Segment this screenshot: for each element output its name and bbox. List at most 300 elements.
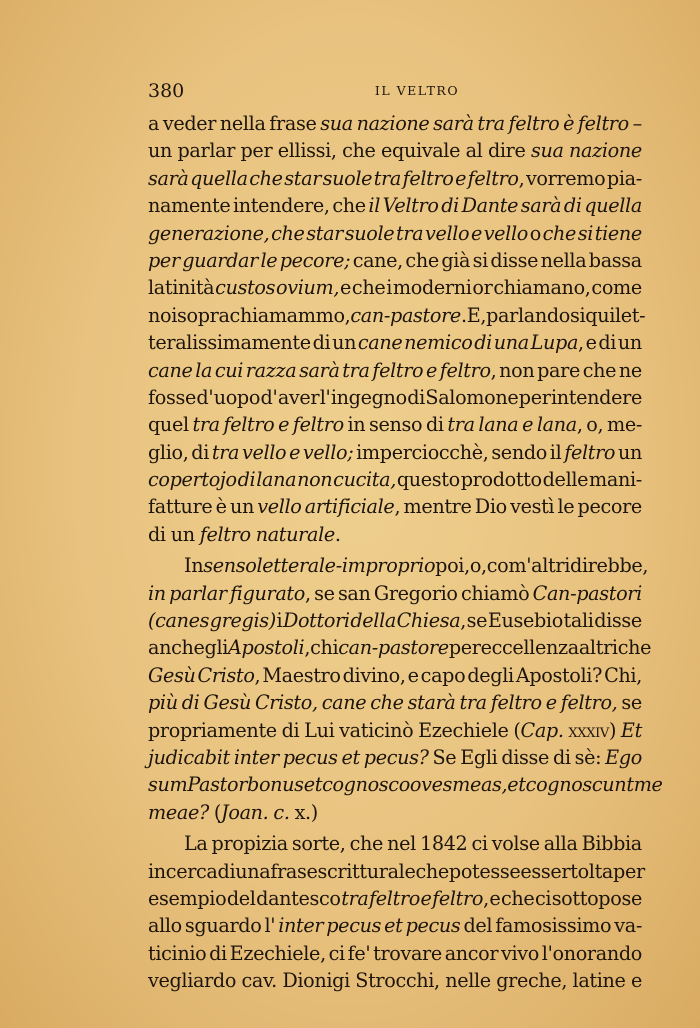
italic-text: feltro (292, 413, 344, 437)
text-run: veder (162, 112, 217, 135)
text-word (283, 607, 350, 634)
text-word (570, 552, 648, 579)
text-word (306, 220, 343, 247)
text-run: disse (490, 248, 539, 272)
text-word (357, 110, 430, 137)
text-word (228, 634, 310, 661)
italic-text: lana (256, 468, 297, 492)
text-run: In (184, 554, 204, 578)
italic-text: can-pastore (350, 303, 461, 327)
text-run: se (466, 609, 488, 633)
text-line (148, 858, 645, 885)
text-word (589, 466, 642, 493)
text-run: potesse (448, 859, 521, 883)
text-line (148, 689, 642, 716)
text-run: questo (396, 468, 460, 492)
text-word (526, 165, 605, 192)
text-word (586, 329, 597, 356)
text-run: di (552, 745, 571, 769)
text-run: prodotto (460, 468, 542, 492)
text-run: latinità (148, 276, 215, 300)
italic-text: star (306, 221, 344, 245)
italic-text: sarà (520, 194, 562, 218)
text-run: di (312, 331, 331, 355)
text-word (215, 357, 243, 384)
italic-text: parlar (169, 581, 227, 605)
text-run: vegliardo (148, 969, 237, 993)
text-run: per (613, 859, 645, 883)
text-word (369, 885, 420, 912)
text-run: , (483, 886, 489, 910)
text-word (270, 858, 317, 885)
text-word (477, 110, 504, 137)
text-run: , (460, 609, 467, 633)
text-run: disse (594, 609, 642, 633)
text-run: quel (148, 413, 189, 437)
italic-text: quella (584, 194, 642, 218)
text-word (227, 885, 256, 912)
text-line (148, 466, 642, 493)
text-word (169, 580, 227, 607)
text-word (278, 411, 289, 438)
text-word (177, 302, 230, 329)
italic-text: cucita, (333, 468, 396, 492)
text-word (148, 717, 277, 744)
running-title: IL VELTRO (374, 83, 460, 98)
text-run: Ezechiele (418, 718, 509, 742)
italic-text: artificiale (304, 495, 395, 519)
text-word (350, 302, 466, 329)
text-word (148, 220, 269, 247)
text-word (501, 744, 549, 771)
text-line (148, 552, 649, 579)
text-word (531, 552, 570, 579)
text-run: che (342, 139, 376, 163)
text-word (235, 858, 270, 885)
italic-text: sarà (299, 358, 340, 382)
text-run: vaticinò (339, 718, 414, 742)
text-word (490, 247, 538, 274)
text-run: di (598, 331, 617, 355)
text-run: che (500, 886, 535, 910)
italic-text: letterale-improprio (256, 554, 436, 578)
italic-text: custos (215, 276, 276, 300)
text-run: cav. (241, 969, 277, 993)
text-run: se (314, 581, 335, 605)
text-run: trovare (373, 941, 442, 965)
italic-text: feltro (369, 886, 420, 910)
text-word (420, 830, 467, 857)
italic-text: di (181, 691, 200, 715)
italic-text: et (303, 773, 323, 797)
text-run: nella (540, 248, 587, 272)
text-line (148, 220, 642, 247)
text-word (471, 220, 482, 247)
text-word (408, 689, 456, 716)
italic-text: figurato (230, 581, 305, 605)
italic-text: Gesù (148, 663, 196, 687)
text-run: d' (260, 385, 278, 409)
text-word (553, 744, 571, 771)
text-run: se (621, 691, 642, 715)
text-word (342, 744, 360, 771)
text-run: non (499, 358, 535, 382)
text-word (276, 274, 339, 301)
text-word (148, 885, 226, 912)
text-word (494, 329, 529, 356)
italic-text: sua (530, 139, 564, 163)
italic-text: Veltro (382, 194, 439, 218)
italic-text: judicabit (148, 745, 230, 769)
italic-text: vello (257, 495, 302, 519)
text-word (246, 357, 297, 384)
text-run: fatture (148, 495, 213, 519)
text-word (241, 137, 273, 164)
italic-text: e (545, 691, 557, 715)
italic-text: vello (424, 221, 470, 245)
text-run: tolta (570, 859, 614, 883)
text-run: un (617, 440, 642, 464)
text-word (496, 967, 567, 994)
text-word (249, 165, 282, 192)
text-word (426, 411, 444, 438)
italic-text: naturale (255, 522, 335, 546)
text-run: dire (487, 139, 526, 163)
text-word (613, 858, 645, 885)
text-run: il (549, 440, 562, 464)
text-word (614, 912, 642, 939)
italic-text: tra (395, 221, 424, 245)
italic-text: feltro (439, 358, 491, 382)
text-run: anche (148, 636, 205, 660)
text-line (148, 967, 642, 994)
text-word (467, 662, 513, 689)
text-word (350, 607, 396, 634)
text-word (148, 165, 189, 192)
text-word (406, 912, 461, 939)
text-word (407, 384, 425, 411)
text-run: aver (277, 385, 320, 409)
text-line (148, 662, 642, 689)
text-word (215, 274, 275, 301)
text-line (148, 357, 642, 384)
text-word (491, 689, 542, 716)
text-word (564, 192, 582, 219)
text-run: or (472, 276, 493, 300)
text-run: sorte, (291, 832, 346, 856)
text-run: sè: (574, 745, 602, 769)
text-word (381, 137, 460, 164)
text-word (305, 493, 400, 520)
text-word (386, 274, 392, 301)
text-run: d' (196, 385, 214, 409)
italic-text: feltro (223, 413, 275, 437)
text-word (531, 329, 584, 356)
text-word (544, 830, 578, 857)
text-run: bassa (588, 248, 642, 272)
text-run: una (235, 859, 271, 883)
text-word (403, 165, 454, 192)
text-run: ticinio (148, 941, 207, 965)
text-word (191, 439, 209, 466)
italic-text: cane (148, 358, 193, 382)
text-word (200, 521, 251, 548)
italic-text: e (420, 886, 432, 910)
italic-text: feltro (372, 358, 424, 382)
text-run: qui (585, 303, 615, 327)
text-line (148, 137, 642, 164)
text-word (182, 689, 200, 716)
text-word (488, 137, 526, 164)
italic-text: et (384, 914, 403, 938)
text-word (387, 830, 416, 857)
text-run: un (332, 331, 357, 355)
text-run: x.) (294, 800, 318, 824)
text-word (594, 607, 642, 634)
text-word (333, 466, 396, 493)
text-word (148, 607, 209, 634)
text-line (148, 329, 642, 356)
italic-text: e (278, 413, 290, 437)
italic-text: e (470, 221, 482, 245)
text-word (233, 192, 330, 219)
text-line (148, 493, 642, 520)
text-word (410, 771, 452, 798)
text-word (353, 247, 403, 274)
italic-text: feltro (508, 112, 560, 135)
text-word (148, 634, 205, 661)
italic-text: Cap. (520, 718, 564, 742)
text-word (332, 329, 356, 356)
text-word (425, 384, 518, 411)
text-word (338, 580, 371, 607)
italic-text: Et (620, 718, 642, 742)
text-run: me- (606, 413, 642, 437)
italic-text: meas, (452, 773, 508, 797)
text-run: namente (148, 194, 231, 218)
text-word (516, 662, 602, 689)
text-word (552, 885, 642, 912)
text-word (148, 858, 166, 885)
text-word (332, 192, 365, 219)
text-run: esser (520, 859, 571, 883)
italic-text: feltro (402, 166, 454, 190)
text-word (543, 220, 576, 247)
text-word (373, 940, 442, 967)
italic-text: can-pastore (338, 636, 449, 660)
text-word (148, 771, 187, 798)
italic-text: cane (357, 331, 403, 355)
italic-text: feltro (490, 691, 542, 715)
text-word (579, 634, 618, 661)
text-run: imperciocchè, (356, 440, 489, 464)
text-run: di (407, 385, 425, 409)
text-word (501, 885, 534, 912)
text-run: Dio (474, 495, 507, 519)
text-word (397, 466, 460, 493)
italic-text: et (507, 773, 526, 797)
text-word (607, 411, 642, 438)
italic-text: tra (459, 691, 487, 715)
text-word (148, 940, 206, 967)
text-word (350, 830, 383, 857)
text-run: e (489, 886, 501, 910)
text-run: alla (543, 832, 578, 856)
text-run: altri (578, 636, 618, 660)
text-word (322, 689, 367, 716)
italic-text: starà (407, 691, 456, 715)
text-word (563, 110, 574, 137)
text-run: eccellenza (480, 636, 579, 660)
text-run: gli (204, 636, 229, 660)
italic-text: oves (409, 773, 453, 797)
text-run: in (347, 413, 366, 437)
text-word (435, 552, 470, 579)
text-word (481, 634, 579, 661)
text-word (607, 165, 642, 192)
text-word (303, 439, 353, 466)
text-run: uopo (213, 385, 261, 409)
italic-text: per (148, 248, 180, 272)
text-word (358, 329, 403, 356)
text-word (564, 439, 615, 466)
text-run: , (578, 331, 584, 355)
text-word (148, 689, 178, 716)
text-line (148, 384, 642, 411)
text-word (501, 940, 539, 967)
text-word (177, 137, 235, 164)
text-run: un (229, 495, 254, 519)
italic-text: feltro (432, 886, 484, 910)
text-run: l' (319, 385, 331, 409)
text-word (318, 858, 416, 885)
text-word (530, 220, 541, 247)
text-run: frase (270, 859, 318, 883)
text-word (257, 493, 301, 520)
text-word (148, 192, 230, 219)
text-word (397, 607, 466, 634)
italic-text: e (455, 166, 467, 190)
text-word (313, 329, 331, 356)
italic-text: inter (233, 745, 279, 769)
text-run: e (407, 663, 419, 687)
text-run: che (349, 832, 384, 856)
text-line (148, 110, 642, 137)
text-word (348, 411, 366, 438)
text-word (148, 744, 230, 771)
text-word (196, 384, 213, 411)
text-run: un (617, 331, 642, 355)
text-run: di (191, 440, 210, 464)
text-line (148, 580, 642, 607)
text-run: glio, (148, 440, 189, 464)
text-word (535, 885, 551, 912)
italic-text: di (237, 468, 256, 492)
text-word (604, 662, 642, 689)
text-word (621, 689, 642, 716)
italic-text: Gesù (203, 691, 251, 715)
text-word (329, 940, 345, 967)
text-run: cerca (165, 859, 218, 883)
text-run: l'onorando (541, 941, 642, 965)
page-number: 380 (148, 80, 185, 102)
italic-text: feltro, (560, 691, 618, 715)
italic-text: bonus (247, 773, 304, 797)
text-run: nella (219, 112, 266, 135)
text-run: Dionigi (282, 969, 350, 993)
text-word (322, 771, 410, 798)
italic-text: tra (373, 166, 401, 190)
text-word (531, 137, 564, 164)
text-line (148, 771, 663, 798)
text-run: Chi, (604, 663, 642, 687)
text-run: un (148, 139, 173, 163)
text-word (262, 662, 340, 689)
italic-text: gregis) (209, 609, 276, 633)
text-run: Egli (460, 745, 498, 769)
text-run: tali (563, 609, 594, 633)
italic-text: feltro (577, 112, 629, 135)
text-run: sopra (177, 303, 230, 327)
text-run: che (582, 358, 617, 382)
page-header (148, 80, 642, 110)
text-word (273, 799, 289, 826)
text-word (470, 552, 487, 579)
italic-text: Apostoli (228, 636, 305, 660)
italic-text: tra (342, 358, 370, 382)
text-word (573, 967, 626, 994)
text-line (148, 302, 646, 329)
text-word (478, 411, 518, 438)
text-run: capo (420, 663, 466, 687)
text-word (192, 411, 219, 438)
text-run: sendo (491, 440, 547, 464)
text-word (383, 192, 439, 219)
text-word (433, 744, 457, 771)
text-word (256, 521, 341, 548)
text-word (148, 493, 212, 520)
text-word (214, 384, 260, 411)
text-word (426, 357, 437, 384)
text-run: le (557, 495, 575, 519)
text-run: . (460, 303, 467, 327)
text-run: sottopose (551, 886, 642, 910)
text-word (472, 274, 492, 301)
text-word (486, 302, 585, 329)
text-word (488, 607, 563, 634)
italic-text: non (297, 468, 333, 492)
text-run: xxxiv (568, 718, 609, 742)
text-word (466, 137, 483, 164)
italic-text: di (441, 194, 459, 218)
text-word (320, 110, 353, 137)
text-word (214, 799, 269, 826)
text-run: che (617, 636, 652, 660)
text-word (343, 662, 406, 689)
italic-text: Chiesa (396, 609, 461, 633)
text-run: ellissi, (277, 139, 337, 163)
text-run: Bibbia (581, 832, 642, 856)
text-line (148, 634, 652, 661)
text-line (148, 521, 642, 548)
italic-text: in (148, 581, 166, 605)
text-word (445, 967, 491, 994)
italic-text: Joan. (221, 800, 269, 824)
text-line (148, 717, 642, 744)
text-word (522, 411, 533, 438)
text-run: fe' (347, 941, 371, 965)
text-word (634, 771, 663, 798)
